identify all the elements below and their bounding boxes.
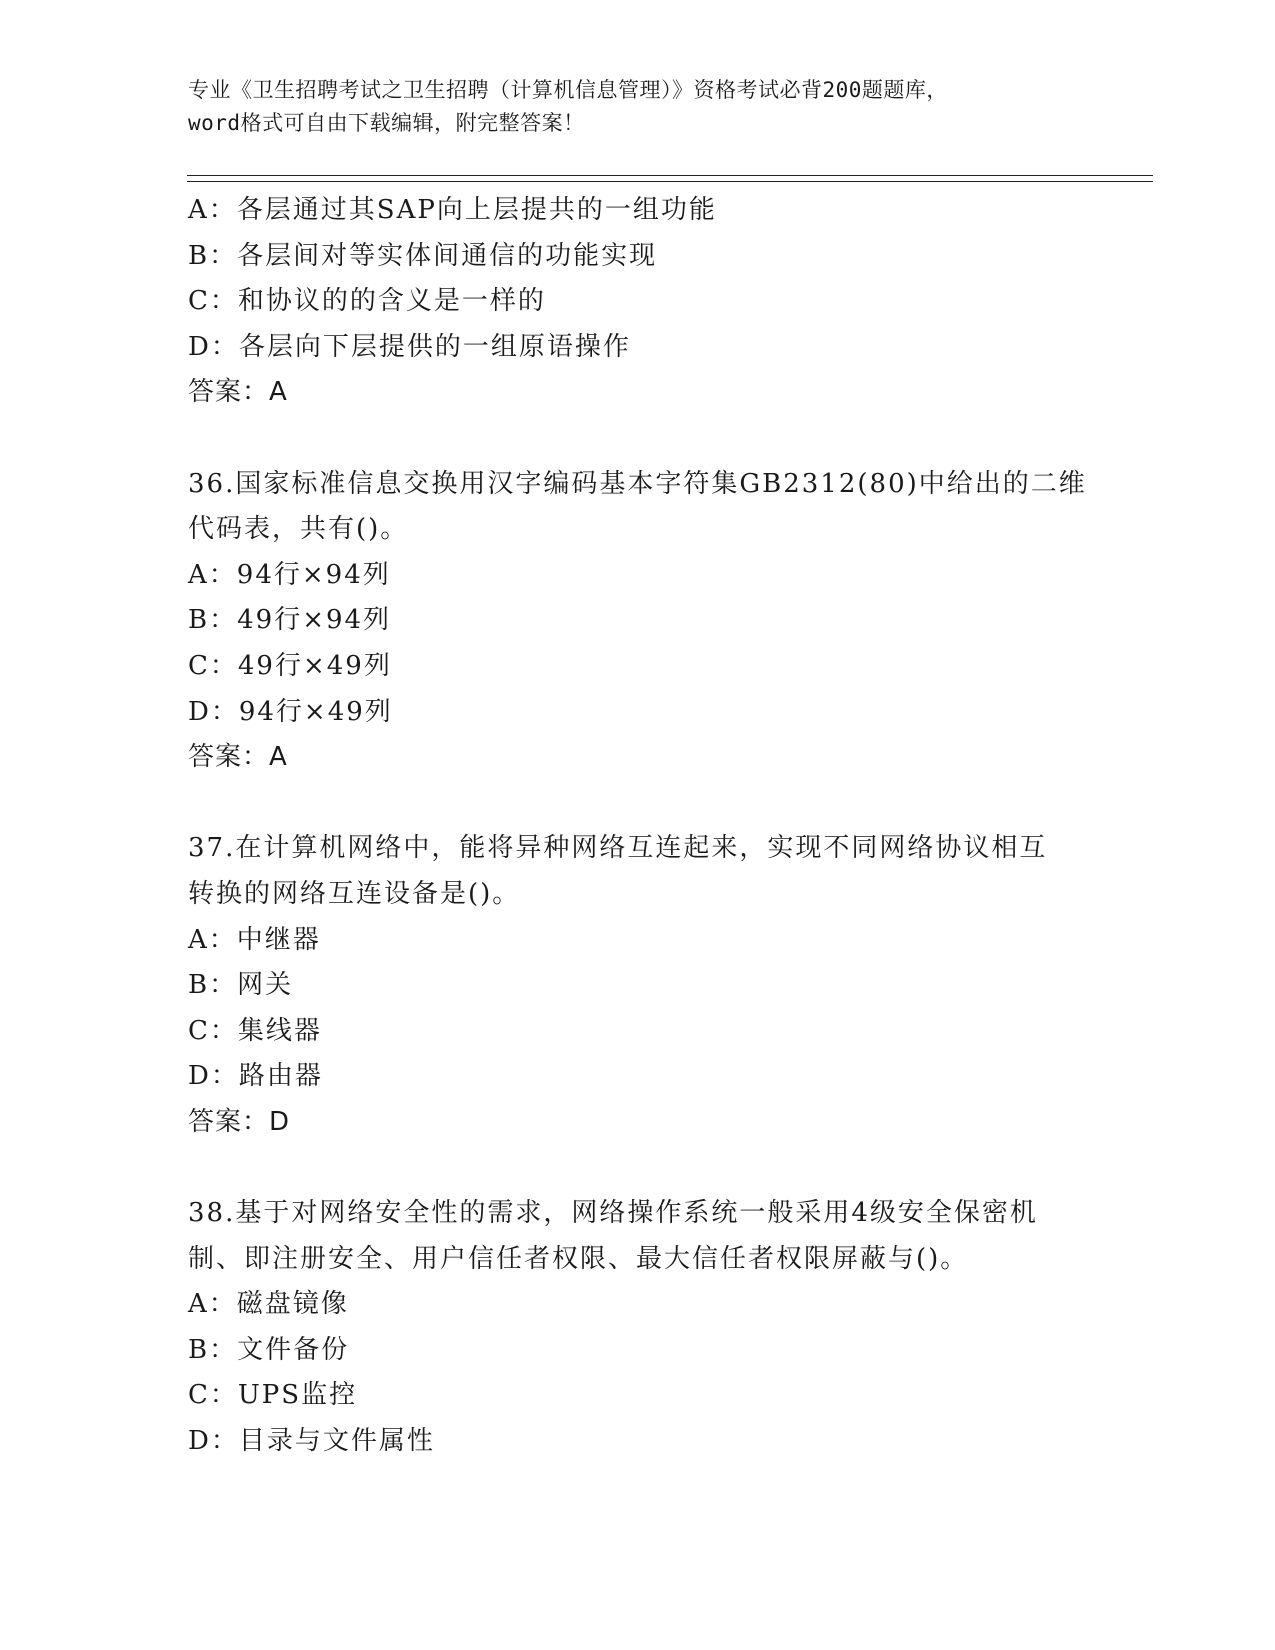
spacer: [188, 416, 1108, 462]
question-text-line-1: 36.国家标准信息交换用汉字编码基本字符集GB2312(80)中给出的二维: [188, 468, 1087, 499]
answer-line: 答案：A: [188, 377, 288, 408]
header-rule-bottom: [187, 181, 1153, 182]
option-d: D：目录与文件属性: [188, 1426, 435, 1457]
header-rule-top: [187, 175, 1153, 176]
question-text-line-1: 38.基于对网络安全性的需求，网络操作系统一般采用4级安全保密机: [188, 1198, 1038, 1229]
spacer: [188, 781, 1108, 827]
option-c: C：49行×49列: [188, 650, 392, 681]
option-c: C：UPS监控: [188, 1380, 358, 1411]
option-d: D：各层向下层提供的一组原语操作: [188, 331, 631, 362]
question-38: [188, 1191, 1108, 1465]
option-a: A：磁盘镜像: [188, 1289, 349, 1320]
question-36: [188, 462, 1108, 781]
option-a: A：各层通过其SAP向上层提共的一组功能: [188, 195, 717, 225]
question-text-line-2: 转换的网络互连设备是()。: [188, 878, 521, 909]
option-c: C：和协议的的含义是一样的: [188, 286, 546, 317]
option-b: B：49行×94列: [188, 605, 392, 636]
option-b: B：各层间对等实体间通信的功能实现: [188, 240, 658, 271]
question-text-line-2: 代码表，共有()。: [188, 514, 409, 545]
header-line-2: word格式可自由下载编辑，附完整答案！: [188, 111, 585, 135]
question-text-line-2: 制、即注册安全、用户信任者权限、最大信任者权限屏蔽与()。: [188, 1243, 969, 1274]
answer-line: 答案：A: [188, 742, 288, 773]
option-d: D：路由器: [188, 1061, 323, 1092]
question-35-continued: [188, 188, 1108, 416]
question-content: [188, 188, 1108, 1465]
option-a: A：94行×94列: [188, 559, 391, 590]
option-b: B：文件备份: [188, 1334, 350, 1365]
header-line-1: 专业《卫生招聘考试之卫生招聘（计算机信息管理）》资格考试必背200题题库，: [188, 78, 948, 102]
option-c: C：集线器: [188, 1015, 322, 1046]
answer-line: 答案：D: [188, 1106, 291, 1137]
document-header: [188, 74, 1088, 140]
question-text-line-1: 37.在计算机网络中，能将异种网络互连起来，实现不同网络协议相互: [188, 833, 1048, 864]
spacer: [188, 1145, 1108, 1191]
option-d: D：94行×49列: [188, 696, 393, 727]
option-b: B：网关: [188, 970, 294, 1001]
question-37: [188, 826, 1108, 1145]
option-a: A：中继器: [188, 924, 321, 955]
